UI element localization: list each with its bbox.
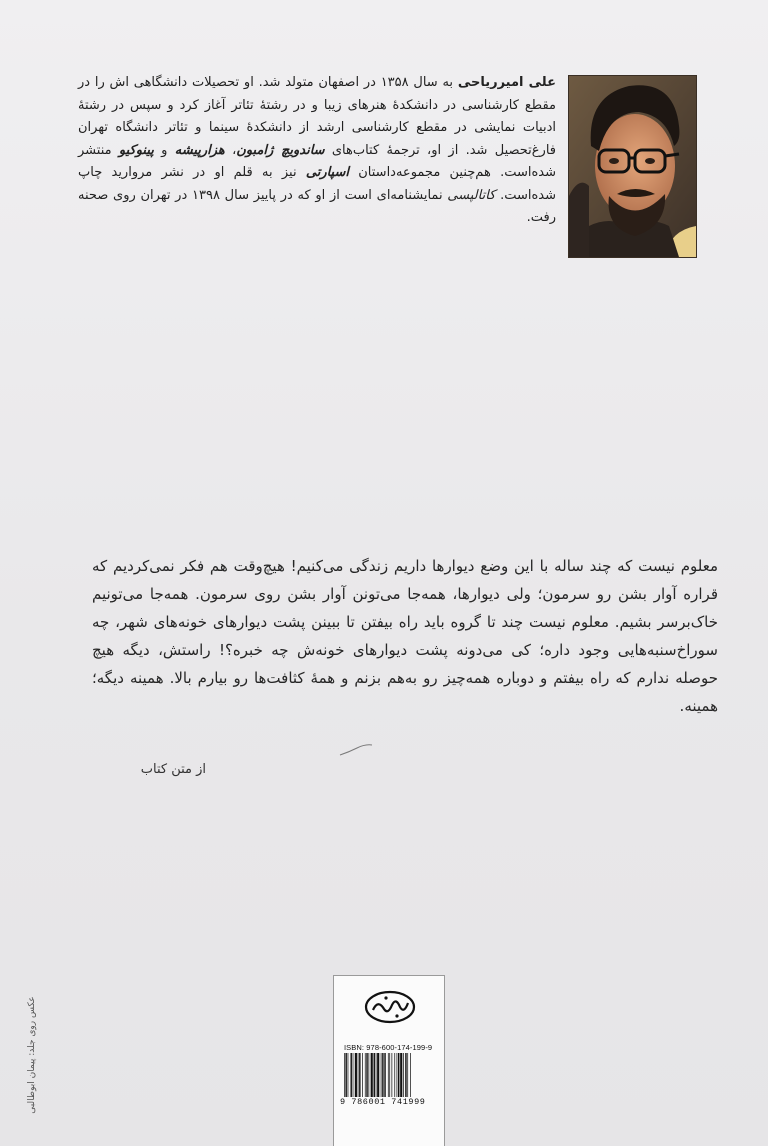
barcode-bar: [348, 1053, 349, 1097]
barcode-bar: [345, 1053, 346, 1097]
barcode-bar: [353, 1053, 354, 1097]
barcode-bar: [381, 1053, 382, 1097]
author-photo: [569, 76, 696, 257]
barcode-bar: [376, 1053, 377, 1097]
isbn-label: ISBN: 978-600-174-199-9: [344, 1043, 433, 1052]
barcode-panel: [333, 975, 445, 1146]
barcode-bar: [374, 1053, 375, 1097]
barcode-bar: [344, 1053, 345, 1097]
barcode-bar: [384, 1053, 385, 1097]
barcode-bar: [377, 1053, 379, 1097]
ean-number: 9 786001 741999: [340, 1097, 426, 1107]
book-title-4: اسپارتی: [305, 165, 349, 180]
barcode-bar: [362, 1053, 363, 1097]
barcode-bar: [410, 1053, 411, 1097]
bio-sep-2: و: [153, 142, 175, 158]
book-title-2: هزارپیشه: [174, 142, 225, 158]
barcode-bar: [350, 1053, 351, 1097]
barcode-bar: [359, 1053, 360, 1097]
barcode-bar: [368, 1053, 369, 1097]
book-excerpt: معلوم نیست که چند ساله با این وضع دیوارها داریم زندگی می‌کنیم! هیچ‌وقت هم فکر نمی‌کردیم که قراره آوار بشن رو سرمون؛ ولی دیوارها، همه‌جا می‌تونن آوار بشن روی سرمون. همه‌جا می‌تونیم خاک‌برسر بشیم. معلوم نیست چند تا گروه باید راه بیفتن تا ببینن پشت دیوارهای خونه‌های شهر، چه سوراخ‌سنبه‌هایی وجود داره؛ کی می‌دونه پشت دیوارهای خونه‌ش چه خبره؟! راستش، دیگه هیچ حوصله ندارم که راه بیفتم و دوباره همه‌چیز رو به‌هم بزنم و همهٔ کثافت‌ها رو بیارم بالا. همینه دیگه؛ همینه.: [92, 557, 718, 715]
cover-photo-credit: [22, 980, 42, 1130]
author-portrait-image: [569, 76, 696, 257]
author-bio: [78, 72, 556, 230]
barcode-bar: [403, 1053, 404, 1097]
author-name: علی امیرریاحی: [457, 75, 556, 90]
barcode-bar: [366, 1053, 367, 1097]
excerpt-source: از متن کتاب: [140, 762, 206, 777]
barcode-bar: [398, 1053, 399, 1097]
barcode-bar: [405, 1053, 406, 1097]
barcode-bar: [388, 1053, 389, 1097]
barcode-bar: [371, 1053, 373, 1097]
book-title-1: ساندویچ ژامبون: [236, 142, 325, 158]
bio-text-4: نمایشنامه‌ای است از او که در پاییز سال ۱۳۹۸ در تهران روی صحنه رفت.: [78, 187, 556, 225]
book-title-3: پینوکیو: [118, 142, 154, 158]
credit-text: عکس روی جلد: پیمان ابوطالبی: [27, 996, 37, 1114]
barcode-bar: [397, 1053, 398, 1097]
bio-text-1: به سال ۱۳۵۸ در اصفهان متولد شد. او تحصیلات دانشگاهی اش را در مقطع کارشناسی در دانشکدهٔ هنرهای زیبا و در رشتهٔ تئاتر آغاز کرد و سپس در رشتهٔ ادبیات نمایشی در مقطع کارشناسی ارشد از دانشکدهٔ سینما و تئاتر دانشگاه تهران فارغ‌تحصیل شد. از او، ترجمهٔ کتاب‌های: [78, 75, 557, 158]
barcode-bar: [400, 1053, 402, 1097]
bio-text-3: نیز به قلم او در نشر مروارید چاپ شده‌است.: [78, 165, 557, 203]
bio-text-2: منتشر شده‌است. هم‌چنین مجموعه‌داستان: [78, 142, 557, 180]
barcode-bar: [389, 1053, 390, 1097]
barcode-bar: [365, 1053, 366, 1097]
barcode-bar: [394, 1053, 395, 1097]
barcode-icon: [344, 1053, 436, 1097]
play-title: کاتالپسی: [447, 187, 496, 203]
pen-mark-icon: [337, 742, 375, 758]
bio-sep-1: ،: [224, 142, 237, 158]
publisher-logo-icon: [364, 990, 416, 1024]
barcode-bar: [355, 1053, 357, 1097]
barcode-bar: [358, 1053, 359, 1097]
barcode-bar: [382, 1053, 383, 1097]
barcode-bar: [407, 1053, 408, 1097]
barcode-bar: [392, 1053, 393, 1097]
